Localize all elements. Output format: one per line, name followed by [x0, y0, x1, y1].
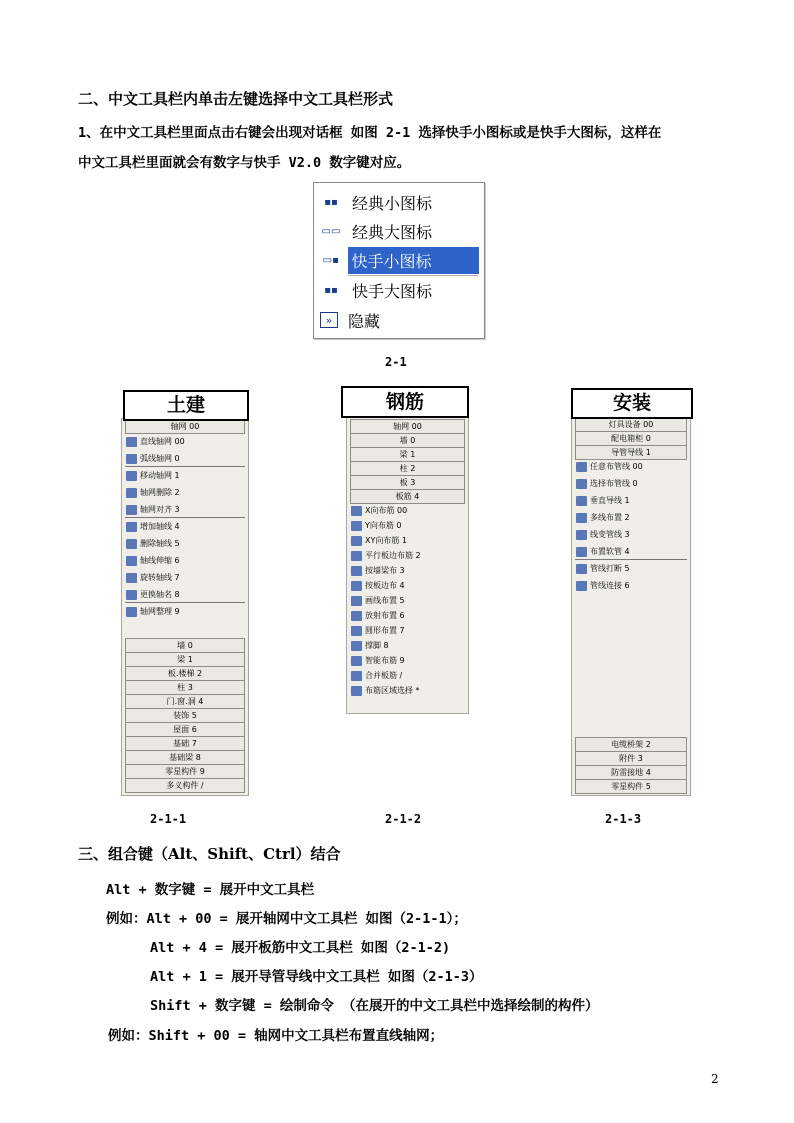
- y-rebar-icon: [351, 521, 362, 531]
- smart-rebar-icon: [351, 656, 362, 666]
- quick-small-icon: ▭▪: [322, 254, 339, 266]
- text-line: Alt + 1 = 展开导管导线中文工具栏 如图（2-1-3）: [150, 969, 483, 985]
- list-item[interactable]: 平行板边布筋 2: [351, 548, 421, 563]
- merge-rebar-icon: [351, 671, 362, 681]
- delete-grid-icon: [126, 488, 137, 498]
- list-item[interactable]: 按板边布 4: [351, 578, 405, 593]
- classic-small-icon: ▪▪: [324, 196, 338, 208]
- panel-footer-button[interactable]: 零星构件 9: [125, 764, 245, 779]
- panel-header-button[interactable]: 墙 0: [350, 433, 465, 448]
- menu-item-quick-large[interactable]: ▪▪ 快手大图标: [318, 277, 479, 303]
- list-item[interactable]: 轴网整理 9: [126, 604, 180, 619]
- panel-header-button[interactable]: 梁 1: [350, 447, 465, 462]
- support-icon: [351, 641, 362, 651]
- page-number: 2: [711, 1072, 719, 1086]
- panel-footer-button[interactable]: 附件 3: [575, 751, 687, 766]
- list-item[interactable]: 任意布管线 00: [576, 459, 643, 474]
- divider: [125, 602, 245, 603]
- list-item[interactable]: 旋转轴线 7: [126, 570, 180, 585]
- list-item[interactable]: 轴网对齐 3: [126, 502, 180, 517]
- paragraph-line-1: 1、在中文工具栏里面点击右键会出现对话框 如图 2-1 选择快手小图标或是快手大图标，这样在: [78, 125, 662, 141]
- connect-pipe-icon: [576, 581, 587, 591]
- list-item[interactable]: X向布筋 00: [351, 503, 407, 518]
- divider: [125, 466, 245, 467]
- panel-footer-button[interactable]: 门.窗.洞 4: [125, 694, 245, 709]
- list-item[interactable]: 垂直导线 1: [576, 493, 630, 508]
- list-item[interactable]: 按墙梁布 3: [351, 563, 405, 578]
- panel-footer-button[interactable]: 墙 0: [125, 638, 245, 653]
- menu-separator: [348, 275, 478, 276]
- rotate-axis-icon: [126, 573, 137, 583]
- panel-footer-button[interactable]: 防雷接地 4: [575, 765, 687, 780]
- panel-header-button[interactable]: 配电箱柜 0: [575, 431, 687, 446]
- hide-chevron-icon: »: [320, 312, 338, 328]
- toolbar-panel-civil: [121, 418, 249, 796]
- line-to-pipe-icon: [576, 530, 587, 540]
- section-heading-3: 三、组合键（Alt、Shift、Ctrl）结合: [78, 845, 341, 863]
- xy-rebar-icon: [351, 536, 362, 546]
- menu-item-quick-small[interactable]: ▭▪ 快手小图标: [318, 247, 479, 273]
- panel-header-button[interactable]: 灯具设备 00: [575, 417, 687, 432]
- select-pipe-icon: [576, 479, 587, 489]
- stretch-axis-icon: [126, 556, 137, 566]
- section-heading-2: 二、中文工具栏内单击左键选择中文工具栏形式: [78, 90, 394, 108]
- break-pipe-icon: [576, 564, 587, 574]
- text-line: 例如：Alt + 00 = 展开轴网中文工具栏 如图（2-1-1）；: [106, 911, 467, 927]
- list-item[interactable]: 管线打断 5: [576, 561, 630, 576]
- rename-axis-icon: [126, 590, 137, 600]
- list-item[interactable]: 更换轴名 8: [126, 587, 180, 602]
- move-grid-icon: [126, 471, 137, 481]
- arc-grid-icon: [126, 454, 137, 464]
- panel-header-button[interactable]: 板 3: [350, 475, 465, 490]
- panel-footer-button[interactable]: 板.楼梯 2: [125, 666, 245, 681]
- list-item[interactable]: 撑脚 8: [351, 638, 389, 653]
- menu-item-classic-large[interactable]: ▭▭ 经典大图标: [321, 222, 433, 242]
- circle-rebar-icon: [351, 626, 362, 636]
- panel-footer-button[interactable]: 梁 1: [125, 652, 245, 667]
- list-item[interactable]: 合并板筋 /: [351, 668, 402, 683]
- toolbar-panel-rebar: [346, 416, 469, 714]
- list-item[interactable]: 增加轴线 4: [126, 519, 180, 534]
- tidy-grid-icon: [126, 607, 137, 617]
- figure-caption-2-1-2: 2-1-2: [385, 812, 422, 826]
- vertical-wire-icon: [576, 496, 587, 506]
- toolbar-panel-install: [571, 416, 691, 796]
- panel-header-button[interactable]: 轴网 00: [125, 419, 245, 434]
- align-grid-icon: [126, 505, 137, 515]
- parallel-rebar-icon: [351, 551, 362, 561]
- text-line: Alt + 数字键 = 展开中文工具栏: [106, 882, 315, 898]
- menu-item-hide[interactable]: » 隐藏: [318, 307, 479, 333]
- menu-item-classic-small[interactable]: ▪▪ 经典小图标: [318, 189, 479, 215]
- list-item[interactable]: 直线轴网 00: [126, 434, 185, 449]
- any-pipe-icon: [576, 462, 587, 472]
- radial-rebar-icon: [351, 611, 362, 621]
- panel-footer-button[interactable]: 基础 7: [125, 736, 245, 751]
- add-axis-icon: [126, 522, 137, 532]
- context-menu: [313, 182, 485, 339]
- edge-rebar-icon: [351, 581, 362, 591]
- panel-header-button[interactable]: 导管导线 1: [575, 445, 687, 460]
- list-item[interactable]: 弧线轴网 0: [126, 451, 180, 466]
- panel-footer-button[interactable]: 基础梁 8: [125, 750, 245, 765]
- panel-footer-button[interactable]: 电缆桥架 2: [575, 737, 687, 752]
- text-line: 例如：Shift + 00 = 轴网中文工具栏布置直线轴网；: [108, 1028, 444, 1044]
- x-rebar-icon: [351, 506, 362, 516]
- list-item[interactable]: 画线布置 5: [351, 593, 405, 608]
- panel-title-rebar: 钢筋: [341, 386, 469, 418]
- figure-caption-2-1: 2-1: [385, 355, 407, 369]
- list-item[interactable]: 线变管线 3: [576, 527, 630, 542]
- divider: [125, 517, 245, 518]
- panel-footer-button[interactable]: 多义构件 /: [125, 778, 245, 793]
- list-item[interactable]: 移动轴网 1: [126, 468, 180, 483]
- list-item[interactable]: 删除轴线 5: [126, 536, 180, 551]
- figure-caption-2-1-3: 2-1-3: [605, 812, 642, 826]
- list-item[interactable]: 多线布置 2: [576, 510, 630, 525]
- figure-caption-2-1-1: 2-1-1: [150, 812, 187, 826]
- panel-title-install: 安装: [571, 388, 693, 419]
- list-item[interactable]: 轴线伸缩 6: [126, 553, 180, 568]
- wall-beam-rebar-icon: [351, 566, 362, 576]
- classic-large-icon: ▭▭: [321, 225, 341, 237]
- list-item[interactable]: 管线连接 6: [576, 578, 630, 593]
- multi-line-icon: [576, 513, 587, 523]
- panel-footer-button[interactable]: 柱 3: [125, 680, 245, 695]
- panel-title-civil: 土建: [123, 390, 249, 421]
- paragraph-line-2: 中文工具栏里面就会有数字与快手 V2.0 数字键对应。: [78, 155, 411, 171]
- delete-axis-icon: [126, 539, 137, 549]
- list-item[interactable]: 圆形布置 7: [351, 623, 405, 638]
- list-item[interactable]: 智能布筋 9: [351, 653, 405, 668]
- panel-footer-button[interactable]: 零星构件 5: [575, 779, 687, 794]
- panel-footer-button[interactable]: 装饰 5: [125, 708, 245, 723]
- list-item[interactable]: 放射布置 6: [351, 608, 405, 623]
- divider: [575, 559, 687, 560]
- panel-header-button[interactable]: 柱 2: [350, 461, 465, 476]
- list-item[interactable]: XY向布筋 1: [351, 533, 407, 548]
- panel-header-button[interactable]: 板筋 4: [350, 489, 465, 504]
- list-item[interactable]: 选择布管线 0: [576, 476, 638, 491]
- soft-pipe-icon: [576, 547, 587, 557]
- list-item[interactable]: 布置软管 4: [576, 544, 630, 559]
- panel-footer-button[interactable]: 屋面 6: [125, 722, 245, 737]
- list-item[interactable]: 布筋区域选择 *: [351, 683, 420, 698]
- list-item[interactable]: Y向布筋 0: [351, 518, 402, 533]
- list-item[interactable]: 轴网删除 2: [126, 485, 180, 500]
- panel-header-button[interactable]: 轴网 00: [350, 419, 465, 434]
- text-line: Alt + 4 = 展开板筋中文工具栏 如图（2-1-2): [150, 940, 451, 956]
- text-line: Shift + 数字键 = 绘制命令 （在展开的中文工具栏中选择绘制的构件）: [150, 998, 599, 1014]
- grid-icon: [126, 437, 137, 447]
- quick-large-icon: ▪▪: [324, 284, 338, 296]
- line-rebar-icon: [351, 596, 362, 606]
- region-select-icon: [351, 686, 362, 696]
